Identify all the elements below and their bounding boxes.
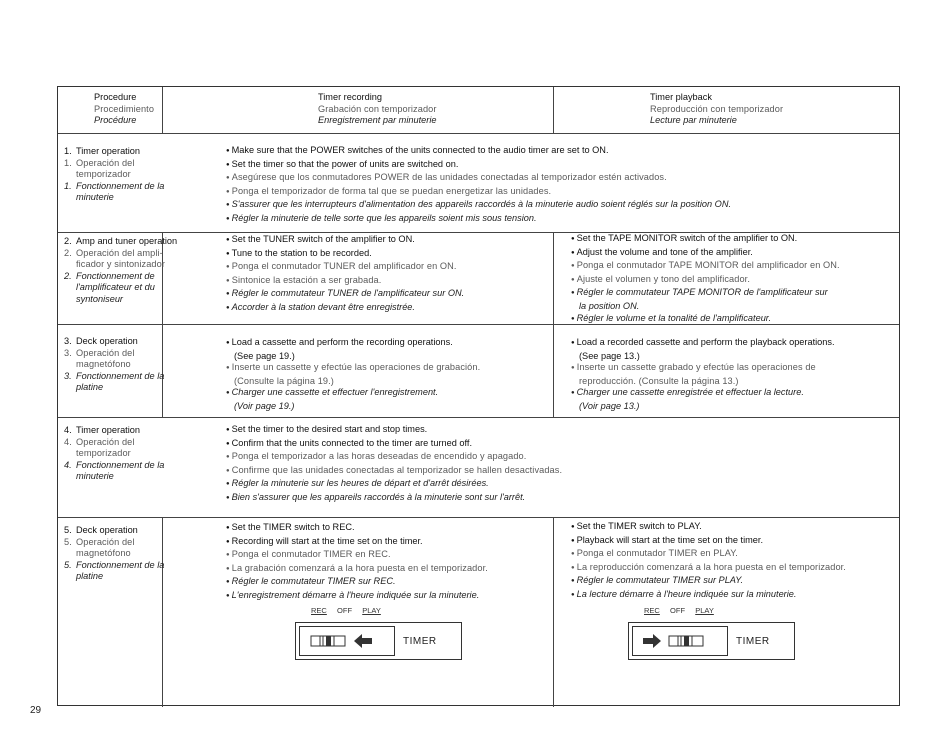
instruction-es: ● Confirme que las unidades conectadas al temporizador se hallen desactivadas. <box>226 465 562 479</box>
step-title-fr: platine <box>76 382 104 393</box>
instruction-es: ● Asegúrese que los conmutadores POWER de las unidades conectadas al temporizador estén activados. <box>226 172 731 186</box>
instruction-fr: ● Bien s'assurer que les appareils raccordés à la minuterie sont sur l'arrêt. <box>226 492 562 506</box>
instruction-es: ● Ponga el conmutador TUNER del amplificador en ON. <box>226 261 464 275</box>
step-5-playback <box>571 521 846 603</box>
header-playback-es: Reproducción con temporizador <box>650 103 784 114</box>
step-number: 2. <box>64 236 72 246</box>
instruction-fr: ● Accorder à la station devant être enregistrée. <box>226 302 464 316</box>
step-title-es: magnetófono <box>76 548 131 559</box>
step-title-fr: Fonctionnement de la <box>76 180 165 191</box>
instruction-en: ● Set the timer to the desired start and stop times. <box>226 424 562 438</box>
step-title-fr: Fonctionnement de la <box>76 459 165 470</box>
timer-switch-label: TIMER <box>403 636 437 647</box>
instruction-es: ● Ponga el temporizador de forma tal que se puedan energetizar las unidades. <box>226 186 731 200</box>
step-title-fr: l'amplificateur et du <box>76 282 155 293</box>
step-3-recording <box>226 337 480 413</box>
instruction-fr: (Voir page 19.) <box>234 400 295 411</box>
instruction-es: ● Ajuste el volumen y tono del amplificador. <box>571 274 840 288</box>
step-number: 3. <box>64 370 72 381</box>
step-title-fr: Fonctionnement de la <box>76 559 165 570</box>
step-title-es: temporizador <box>76 448 131 459</box>
instruction-es: ● La reproducción comenzará a la hora puesta en el temporizador. <box>571 562 846 576</box>
instruction-en: ● Set the TIMER switch to REC. <box>226 522 488 536</box>
switch-label-off: OFF <box>670 606 686 615</box>
timer-switch-rec-diagram <box>295 606 465 666</box>
step-1-instructions <box>226 145 731 227</box>
instruction-en: ● Tune to the station to be recorded. <box>226 248 464 262</box>
step-title-es: Operación del <box>76 436 135 447</box>
step-title-fr: syntoniseur <box>76 293 123 304</box>
step-title-es: Operación del <box>76 347 135 358</box>
header-recording-fr: Enregistrement par minuterie <box>318 115 437 126</box>
page-number: 29 <box>30 705 42 716</box>
procedure-step-1 <box>64 146 164 204</box>
header-playback-fr: Lecture par minuterie <box>650 115 737 126</box>
procedure-step-4 <box>64 425 164 483</box>
col-divider <box>162 87 163 133</box>
step-title-es: magnetófono <box>76 359 131 370</box>
step-number: 1. <box>64 180 72 191</box>
instruction-en: ● Recording will start at the time set on the timer. <box>226 536 488 550</box>
step-number: 4. <box>64 436 72 447</box>
step-title-en: Deck operation <box>76 525 138 535</box>
header-recording-es: Grabación con temporizador <box>318 103 437 114</box>
step-title-es: Operación del <box>76 536 135 547</box>
step-title-es: Operación del ampli- <box>76 247 163 258</box>
instruction-es: (Consulte la página 19.) <box>234 375 334 386</box>
step-title-fr: minuterie <box>76 192 114 203</box>
header-procedure-fr: Procédure <box>94 115 137 126</box>
step-title-en: Timer operation <box>76 146 140 156</box>
instruction-fr: ● Charger une cassette et effectuer l'enregistrement. <box>226 387 480 401</box>
step-number: 4. <box>64 459 72 470</box>
instruction-en: ● Set the TUNER switch of the amplifier to ON. <box>226 234 464 248</box>
instruction-en: (See page 19.) <box>234 350 295 361</box>
timer-switch-label: TIMER <box>736 636 770 647</box>
instruction-es: ● La grabación comenzará a la hora puesta en el temporizador. <box>226 563 488 577</box>
instruction-en: ● Set the timer so that the power of units are switched on. <box>226 159 731 173</box>
header-recording-en: Timer recording <box>318 92 382 102</box>
instruction-en: ● Adjust the volume and tone of the amplifier. <box>571 247 840 261</box>
instruction-es: ● Ponga el conmutador TIMER en PLAY. <box>571 548 846 562</box>
step-number: 4. <box>64 425 72 435</box>
step-title-es: ficador y sintonizador <box>76 259 166 270</box>
instruction-fr: ● S'assurer que les interrupteurs d'alimentation des appareils raccordés à la minuterie audio soient réglés sur la position ON. <box>226 199 731 213</box>
switch-label-rec: REC <box>644 606 660 615</box>
instruction-en: ● Load a cassette and perform the recording operations. <box>226 337 480 351</box>
timer-switch-play-diagram <box>628 606 798 666</box>
header-playback-en: Timer playback <box>650 92 712 102</box>
instruction-fr: (Voir page 13.) <box>579 400 640 411</box>
switch-label-play: PLAY <box>695 606 714 615</box>
instruction-fr: ● Régler le volume et la tonalité de l'amplificateur. <box>571 313 840 327</box>
step-title-fr: minuterie <box>76 471 114 482</box>
step-title-fr: Fonctionnement de la <box>76 370 165 381</box>
step-number: 2. <box>64 270 72 281</box>
step-title-fr: Fonctionnement de <box>76 270 155 281</box>
header-procedure-en: Procedure <box>94 92 137 102</box>
instruction-en: ● Confirm that the units connected to the timer are turned off. <box>226 438 562 452</box>
instruction-es: reproducción. (Consulte la página 13.) <box>579 375 739 386</box>
instruction-es: ● Ponga el conmutador TAPE MONITOR del amplificador en ON. <box>571 260 840 274</box>
instruction-en: ● Make sure that the POWER switches of the units connected to the audio timer are set to ON. <box>226 145 731 159</box>
switch-position-labels <box>311 606 381 615</box>
header-playback <box>650 92 783 127</box>
instruction-fr: ● Régler la minuterie sur les heures de départ et d'arrêt désirées. <box>226 478 562 492</box>
instruction-fr: ● Régler le commutateur TIMER sur REC. <box>226 576 488 590</box>
step-4-instructions <box>226 424 562 506</box>
col-divider <box>553 517 554 707</box>
step-5-recording <box>226 522 488 604</box>
switch-label-off: OFF <box>337 606 353 615</box>
instruction-en: ● Set the TIMER switch to PLAY. <box>571 521 846 535</box>
instruction-fr: ● Charger une cassette enregistrée et effectuer la lecture. <box>571 387 835 401</box>
step-number: 5. <box>64 536 72 547</box>
instruction-en: ● Load a recorded cassette and perform the playback operations. <box>571 337 835 351</box>
step-title-en: Timer operation <box>76 425 140 435</box>
step-number: 5. <box>64 559 72 570</box>
instruction-fr: ● L'enregistrement démarre à l'heure indiquée sur la minuterie. <box>226 590 488 604</box>
switch-position-labels <box>644 606 714 615</box>
step-2-recording <box>226 234 464 316</box>
instruction-es: ● Inserte un cassette grabado y efectúe las operaciones de <box>571 362 835 376</box>
row-divider <box>58 517 899 518</box>
col-divider <box>553 87 554 133</box>
switch-slider-icon <box>643 633 723 649</box>
step-number: 3. <box>64 336 72 346</box>
step-number: 3. <box>64 347 72 358</box>
step-title-es: temporizador <box>76 169 131 180</box>
switch-slider-icon <box>310 633 390 649</box>
step-title-fr: platine <box>76 571 104 582</box>
instruction-en: ● Playback will start at the time set on the timer. <box>571 535 846 549</box>
step-title-en: Deck operation <box>76 336 138 346</box>
step-number: 2. <box>64 247 72 258</box>
header-recording <box>318 92 437 127</box>
instruction-fr: ● Régler le commutateur TAPE MONITOR de l'amplificateur sur <box>571 287 840 301</box>
instruction-fr: ● Régler la minuterie de telle sorte que les appareils soient mis sous tension. <box>226 213 731 227</box>
instruction-es: ● Sintonice la estación a ser grabada. <box>226 275 464 289</box>
instruction-es: ● Inserte un cassette y efectúe las operaciones de grabación. <box>226 362 480 376</box>
header-procedure-es: Procedimiento <box>94 103 155 114</box>
step-title-es: Operación del <box>76 157 135 168</box>
header-divider <box>58 133 899 134</box>
procedure-step-2 <box>64 236 177 306</box>
instruction-fr: la position ON. <box>579 300 640 311</box>
step-number: 1. <box>64 146 72 156</box>
procedure-step-3 <box>64 336 164 394</box>
instruction-es: ● Ponga el conmutador TIMER en REC. <box>226 549 488 563</box>
instruction-fr: ● Régler le commutateur TUNER de l'amplificateur sur ON. <box>226 288 464 302</box>
instruction-es: ● Ponga el temporizador a las horas deseadas de encendido y apagado. <box>226 451 562 465</box>
step-title-en: Amp and tuner operation <box>76 236 178 246</box>
step-number: 1. <box>64 157 72 168</box>
instruction-fr: ● La lecture démarre à l'heure indiquée sur la minuterie. <box>571 589 846 603</box>
header-procedure <box>94 92 154 127</box>
step-number: 5. <box>64 525 72 535</box>
instruction-fr: ● Régler le commutateur TIMER sur PLAY. <box>571 575 846 589</box>
step-2-playback <box>571 233 840 326</box>
col-divider <box>553 232 554 417</box>
instruction-en: ● Set the TAPE MONITOR switch of the amplifier to ON. <box>571 233 840 247</box>
switch-label-rec: REC <box>311 606 327 615</box>
procedure-step-5 <box>64 525 164 583</box>
step-3-playback <box>571 337 835 413</box>
instruction-en: (See page 13.) <box>579 350 640 361</box>
row-divider <box>58 417 899 418</box>
switch-label-play: PLAY <box>362 606 381 615</box>
